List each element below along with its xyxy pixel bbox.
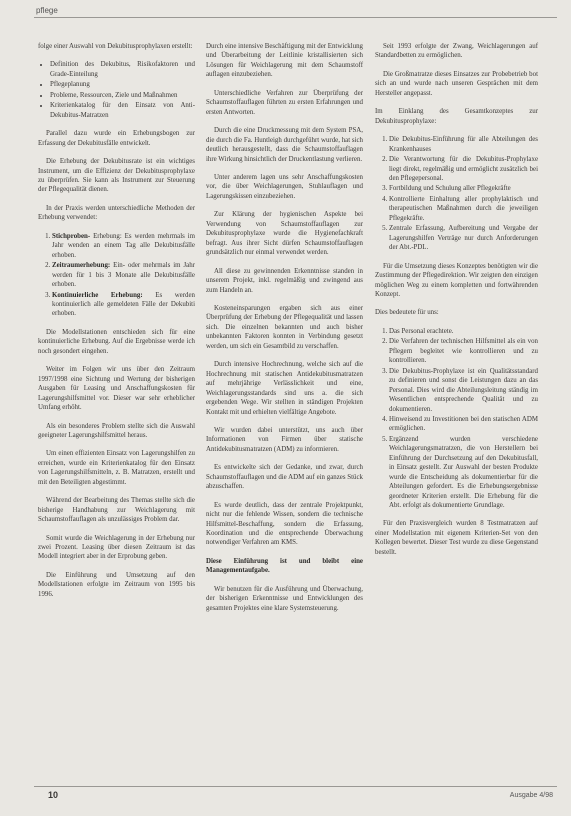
paragraph: Die Erhebung der Dekubitusrate ist ein wichtiges Instrument, um die Effizienz der Dekubitusprophylaxe zu überprüfen. Sie kann als Instrument zur Steuerung der Pflegequalität dienen.: [38, 158, 195, 194]
paragraph: In der Praxis werden unterschiedliche Methoden der Erhebung verwendet:: [38, 204, 195, 222]
list-text: Ein- oder mehrmals im Jahr werden für 1 bis 3 Monate alle Dekubitusfälle erhoben.: [52, 262, 195, 289]
paragraph: Wir benutzen für die Ausführung und Überwachung, der bisherigen Erkenntnisse und Entwicklungen des gesamten Projektes eine klare Systemsteuerung.: [206, 585, 363, 612]
paragraph: Zur Klärung der hygienischen Aspekte bei Verwendung von Schaumstoffauflagen zur Dekubitusprophylaxe wurde die Hygienefachkraft befragt. Aus ihrer Sicht dürfen Schaumstoffauflagen grundsätzlich nur einmal verwendet werden.: [206, 211, 363, 257]
bullet-list: [38, 60, 195, 120]
paragraph: Kosteneinsparungen ergaben sich aus einer Überprüfung der Erhebung der Pflegequalität und lassen sich. Die einzelnen bekannten und auch bisher unbekannten Faktoren konnten in Verbindung gesetzt werden, um sich ein Gesamtbild zu verschaffen.: [206, 304, 363, 350]
issue-label: Ausgabe 4/98: [509, 792, 553, 799]
numbered-list: [38, 232, 195, 319]
paragraph: Durch intensive Hochrechnung, welche sich auf die Hochrechnung mit statischen Antidekubitusmatratzen auf mehrjährige Verlässlichkeit und eine, Weichlagerungsstandards sind uns a. die sich ergebenden Wege. Wir stellten in ständigen Projekten Kontakt mit und erhielten vielfältige Angebote.: [206, 361, 363, 416]
paragraph: Parallel dazu wurde ein Erhebungsbogen zur Erfassung der Dekubitusfälle entwickelt.: [38, 130, 195, 147]
list-item: • Definition des Dekubitus, Risikofaktoren und Grade-Einteilung: [50, 60, 195, 79]
column-3: [375, 42, 538, 566]
list-item: 3. Fortbildung und Schulung aller Pflegekräfte: [389, 184, 538, 193]
list-item: • Probleme, Ressourcen, Ziele und Maßnahmen: [50, 91, 195, 100]
list-item: 4. Hinweisend zu Investitionen bei den statischen ADM ermöglichen.: [389, 415, 538, 434]
list-item: [52, 291, 195, 319]
bold-heading: Diese Einführung ist und bleibt eine Managementaufgabe.: [206, 557, 363, 575]
page-number: 10: [48, 790, 59, 800]
paragraph: Weiter im Folgen wir uns über den Zeitraum 1997/1998 eine Sichtung und Wertung der bisherigen Ausgaben für Leasing und Anschaffungskosten für Lagerungshilfsmittel vor. Dieser war sehr erheblicher Umfang erhöht.: [38, 366, 195, 412]
list-item: • Kriterienkatalog für den Einsatz von Anti-Dekubitus-Matratzen: [50, 101, 195, 120]
column-1: [38, 42, 195, 608]
paragraph: Unter anderem lagen uns sehr Anschaffungskosten vor, die über Weichlagerungen, Stuhlauflagen und Lagerungskissen einzubeziehen.: [206, 173, 363, 200]
column-2: [206, 42, 363, 622]
paragraph: Für die Umsetzung dieses Konzeptes benötigten wir die Zustimmung der Pflegedirektion. Wir zeigten den einzigen möglichen Weg zu einem kompletten und fortwährenden Konzept.: [375, 262, 538, 298]
paragraph: Um einen effizienten Einsatz von Lagerungshilfen zu erreichen, wurde ein Kriterienkatalog für den Einsatz von Lagerungshilfsmitteln, z. B. Matratzen, erstellt und mit den Beteiligten abgestimmt.: [38, 450, 195, 486]
list-term: Zeitraumerhebung:: [52, 262, 111, 270]
paragraph: Dies bedeutete für uns:: [375, 309, 439, 317]
paragraph: Während der Bearbeitung des Themas stellte sich die bisherige Handhabung zur Weichlagerung mit Schaumstoffauflagen als unzulässiges Problem dar.: [38, 497, 195, 524]
footer-rule: [34, 786, 557, 787]
paragraph: Die Einführung und Umsetzung auf den Modellstationen erfolgte im Zeitraum von 1995 bis 1996.: [38, 571, 195, 598]
bold-statement: [206, 557, 363, 576]
numbered-list: [375, 135, 538, 252]
list-item: [52, 261, 195, 289]
list-term: Stichproben-: [52, 232, 91, 240]
paragraph: Seit 1993 erfolgte der Zwang, Weichlagerungen auf Standardbetten zu ermöglichen.: [375, 43, 538, 60]
paragraph: All diese zu gewinnenden Erkenntnisse standen in unserem Projekt, inkl. regelmäßig und zwingend aus zum Handeln an.: [206, 267, 363, 294]
paragraph: Als ein besonderes Problem stellte sich die Auswahl geeigneter Lagerungshilfsmittel heraus.: [38, 422, 195, 439]
header-rule: [34, 17, 557, 18]
paragraph: Die Modellstationen entschieden sich für eine kontinuierliche Erhebung. Auf die Ergebnisse werde ich noch gesondert eingehen.: [38, 328, 195, 355]
list-item: 5. Zentrale Erfassung, Aufbereitung und Vergabe der Lagerungshilfen Verträge nur durch Anforderungen der Abt.-PDL.: [389, 224, 538, 252]
list-text: Es werden kontinuierlich alle gemeldeten Fälle der Dekubiti erhoben.: [52, 291, 195, 318]
paragraph: Es entwickelte sich der Gedanke, und zwar, durch Schaumstoffauflagen und die ADM auf ein ganzes Stück abzuschaffen.: [206, 464, 363, 491]
list-item: 3. Die Dekubitus-Prophylaxe ist ein Qualitätsstandard zu definieren und sonst die Leistungen dazu an das Personal. Dies wird die Abteilungsleitung ständig im Wesentlichen entsprechende Qualität und zu dokumentieren.: [389, 367, 538, 414]
list-term: Kontinuierliche Erhebung:: [52, 291, 143, 299]
list-text: Erhebung: Es werden mehrmals im Jahr wenden an einem Tag alle Dekubitusfälle erhoben.: [52, 232, 195, 259]
paragraph: Die Großmatratze dieses Einsatzes zur Probebetrieb bot sich an und wurde nach unseren Gesprächen mit dem Hersteller angepasst.: [375, 70, 538, 97]
paragraph: Für den Praxisvergleich wurden 8 Testmatratzen auf einer Modellstation mit eigenem Kriterien-Set von den Kollegen bewertet. Dieser Test wurde zu diese Gegenstand bestellt.: [375, 520, 538, 556]
paragraph: Somit wurde die Weichlagerung in der Erhebung nur zwei Prozent. Leasing über diesen Zeitraum ist das Modell integriert aber in der Erprobung geben.: [38, 534, 195, 561]
running-header: pflege: [36, 6, 58, 15]
list-item: 1. Das Personal erachtete.: [389, 327, 538, 336]
list-item: 1. Die Dekubitus-Einführung für alle Abteilungen des Krankenhauses: [389, 135, 538, 154]
paragraph: Unterschiedliche Verfahren zur Überprüfung der Schaumstoffauflagen führten zu ersten Erfahrungen und ersten Antworten.: [206, 89, 363, 116]
paragraph: Durch eine intensive Beschäftigung mit der Entwicklung und Überarbeitung der Leitlinie kristallisierten sich Lösungen für Weichlagerung mit dem Schaumstoff auflagen einzubeziehen.: [206, 43, 363, 79]
list-item: 4. Kontrollierte Einhaltung aller prophylaktisch und therapeutischen Maßnahmen durch die jeweiligen Pflegekräfte.: [389, 195, 538, 223]
paragraph: Im Einklang des Gesamtkonzeptes zur Dekubitusprophylaxe:: [375, 108, 538, 125]
paragraph: Wir wurden dabei unterstützt, uns auch über Informationen von Firmen über statische Antidekubitusmatratzen (ADM) zu informieren.: [206, 426, 363, 453]
paragraph: folge einer Auswahl von Dekubitusprophylaxen erstellt:: [38, 43, 193, 50]
list-item: 2. Die Verantwortung für die Dekubitus-Prophylaxe liegt direkt, regelmäßig und ermöglicht zusätzlich bei den Pflegepersonal.: [389, 155, 538, 183]
list-item: • Pflegeplanung: [50, 80, 195, 89]
paragraph: Es wurde deutlich, dass der zentrale Projektpunkt, nicht nur die fehlende Wissen, sondern die technische Hilfsmittel-Beschaffung, sondern die Erfassung, Koordination und die entsprechende Überwachung notwendiger Verfahren am KMS.: [206, 501, 363, 547]
paragraph: Durch die eine Druckmessung mit dem System PSA, die durch die Fa. Huntleigh durchgeführt wurde, hat sich deutlich herausgestellt, dass die Schaumstoffauflagen ihre Wirkung hinsichtlich der Druckentlastung verlieren.: [206, 127, 363, 163]
numbered-list: [375, 327, 538, 511]
list-item: [52, 232, 195, 260]
list-item: 5. Ergänzend wurden verschiedene Weichlagerungsmatratzen, die von Herstellern bei Einführung der Durchsetzung auf den Dekubitusfall, in Einsatz gestellt. Zur Auswahl der besten Produkte wurde die Entscheidung als dokumentierbar für die Abteilungen gefordert. Es die Erhebungsergebnisse geordneter Kriterien erstellt. Die Erhebung für die Abt. erfolgt als dokumentierte Grundlage.: [389, 435, 538, 511]
list-item: 2. Die Verfahren der technischen Hilfsmittel als ein von Pflegern begleitet wie kontrollieren und zu kontrollieren.: [389, 337, 538, 365]
